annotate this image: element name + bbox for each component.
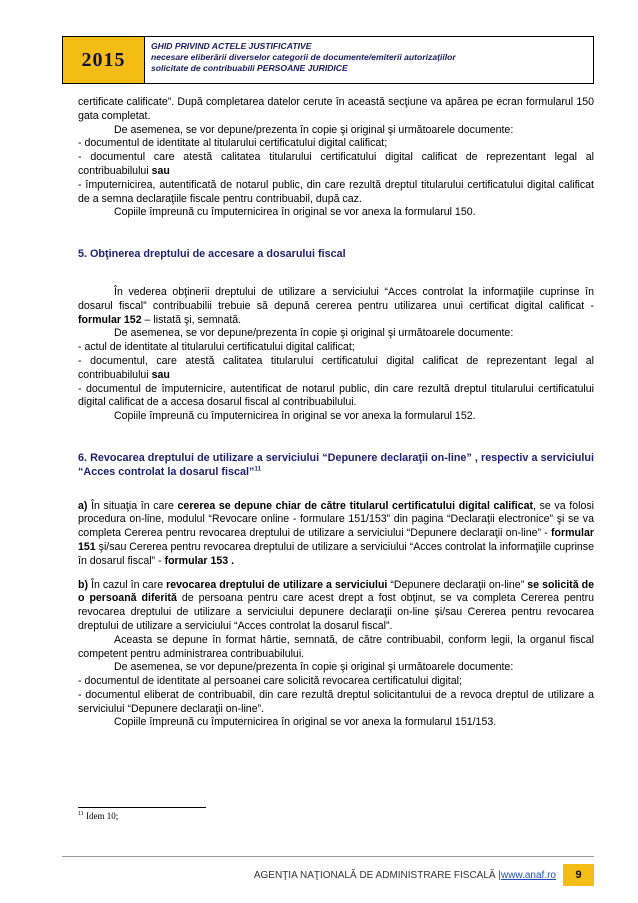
header-title-line2: necesare eliberării diverselor categorii de documente/emiterii autorizaţiilor (151, 52, 456, 62)
header-title-line1: GHID PRIVIND ACTELE JUSTIFICATIVE (151, 41, 312, 51)
emphasis: sau (151, 164, 170, 177)
section-heading-6: 6. Revocarea dreptului de utilizare a serviciului “Depunere declaraţii on-line” , respectiv a serviciului “Acces controlat la dosarul fiscal”$^{11}$ (78, 451, 594, 478)
paragraph: certificate calificate”. După completarea datelor cerute în această secţiune va apărea pe ecran formularul 150 gata completat. (78, 96, 594, 122)
page-number: 9 (563, 864, 594, 886)
paragraph: a) În situaţia în care cererea se depune chiar de către titularul certificatului digital calificat, se va folosi procedura on-line, modulul “Revocare online - formulare 151/153” din pagina “Declaraţii electronice” şi se va completa Cererea pentru revocarea dreptului de utilizare a serviciului “Depunere declaraţii on-line” - formular 151 şi/sau Cererea pentru revocarea dreptului de utilizare a serviciului “Acces controlat la informaţiile cuprinse în dosarul fiscal” - formular 153 . (78, 499, 594, 567)
footer-agency: AGENŢIA NAŢIONALĂ DE ADMINISTRARE FISCALĂ |www.anaf.ro (253, 870, 556, 881)
header-year: 2015 (63, 37, 145, 83)
paragraph: De asemenea, se vor depune/prezenta în copie şi original şi următoarele documente: (114, 327, 514, 340)
section-heading-5: 5. Obţinerea dreptului de accesare a dosarului fiscal (78, 248, 346, 261)
paragraph: De asemenea, se vor depune/prezenta în copie şi original şi următoarele documente: (114, 661, 514, 674)
footer-website-link[interactable]: www.anaf.ro (500, 870, 556, 881)
footer-divider (62, 856, 594, 857)
paragraph: Copiile împreună cu împuternicirea în original se vor anexa la formularul 151/153. (114, 716, 497, 729)
paragraph: Copiile împreună cu împuternicirea în original se vor anexa la formularul 150. (114, 206, 476, 219)
list-item: - documentul, care atestă calitatea titularului certificatului digital calificat de reprezentant legal al contribuabilului sau (78, 354, 594, 381)
list-item: - documentul de identitate al titularului certificatului digital calificat; (78, 137, 388, 150)
emphasis: revocarea dreptului de utilizare a serviciului (166, 578, 388, 591)
list-item: - documentul care atestă calitatea titularului certificatului digital calificat de reprezentant legal al contribuabilului sau (78, 151, 594, 177)
emphasis: formular 152 (78, 313, 142, 326)
footnote-divider (78, 807, 206, 808)
footnote-text: Idem 10; (86, 811, 119, 821)
footnote (78, 811, 118, 821)
header-title-block (145, 37, 593, 83)
paragraph: Copiile împreună cu împuternicirea în original se vor anexa la formularul 152. (114, 410, 476, 423)
paragraph: În vederea obţinerii dreptului de utilizare a serviciului “Acces controlat la informaţiile cuprinse în dosarul fiscal” contribuabilii trebuie să depună cererea pentru utilizarea unui certificat digital calificat - formular 152 – listată şi, semnată. (78, 285, 594, 326)
footnote-reference: 11 (254, 465, 262, 473)
paragraph: b) În cazul în care revocarea dreptului de utilizare a serviciului “Depunere declaraţii on-line” se solicită de o persoană diferită de persoana pentru care acest drept a fost obţinut, se va completa Cererea pentru revocarea dreptului de utilizare a serviciului depunere declaraţii on-line şi/sau Cererea pentru revocarea dreptului de utilizare a serviciului “Acces controlat la dosarul fiscal”. (78, 578, 595, 632)
paragraph: De asemenea, se vor depune/prezenta în copie şi original şi următoarele documente: (114, 123, 514, 136)
document-header (62, 36, 594, 84)
emphasis: se solicită de o persoană diferită (78, 578, 594, 605)
header-title-line3: solicitate de contribuabili PERSOANE JURIDICE (151, 63, 348, 73)
item-label: a) (78, 499, 88, 512)
item-label: b) (78, 578, 88, 591)
paragraph: Aceasta se depune în format hârtie, semnată, de către contribuabil, conform legii, la organul fiscal competent pentru administrarea contribuabilului. (78, 633, 594, 660)
list-item: - documentul eliberat de contribuabil, din care rezultă dreptul solicitantului de a revoca dreptul de utilizare a serviciului “Depunere declaraţii on-line”. (78, 688, 594, 715)
page-content (78, 96, 594, 730)
list-item: - împuternicirea, autentificată de notarul public, din care rezultă dreptul titularului certificatului digital calificat de a semna declaraţiile fiscale pentru contribuabil, după caz. (78, 178, 594, 205)
list-item: - actul de identitate al titularului certificatului digital calificat; (78, 341, 355, 354)
emphasis: formular 153 . (164, 554, 235, 567)
list-item: - documentul de împuternicire, autentificat de notarul public, din care rezultă dreptul titularului certificatului digital calificat de a accesa dosarul fiscal al contribuabilului. (78, 382, 594, 409)
footnote-number: 11 (78, 811, 84, 817)
emphasis: cererea se depune chiar de către titularul certificatului digital calificat (177, 499, 533, 512)
emphasis: sau (151, 368, 170, 381)
emphasis: formular 151 (78, 527, 594, 553)
list-item: - documentul de identitate al persoanei care solicită revocarea certificatului digital; (78, 675, 462, 688)
